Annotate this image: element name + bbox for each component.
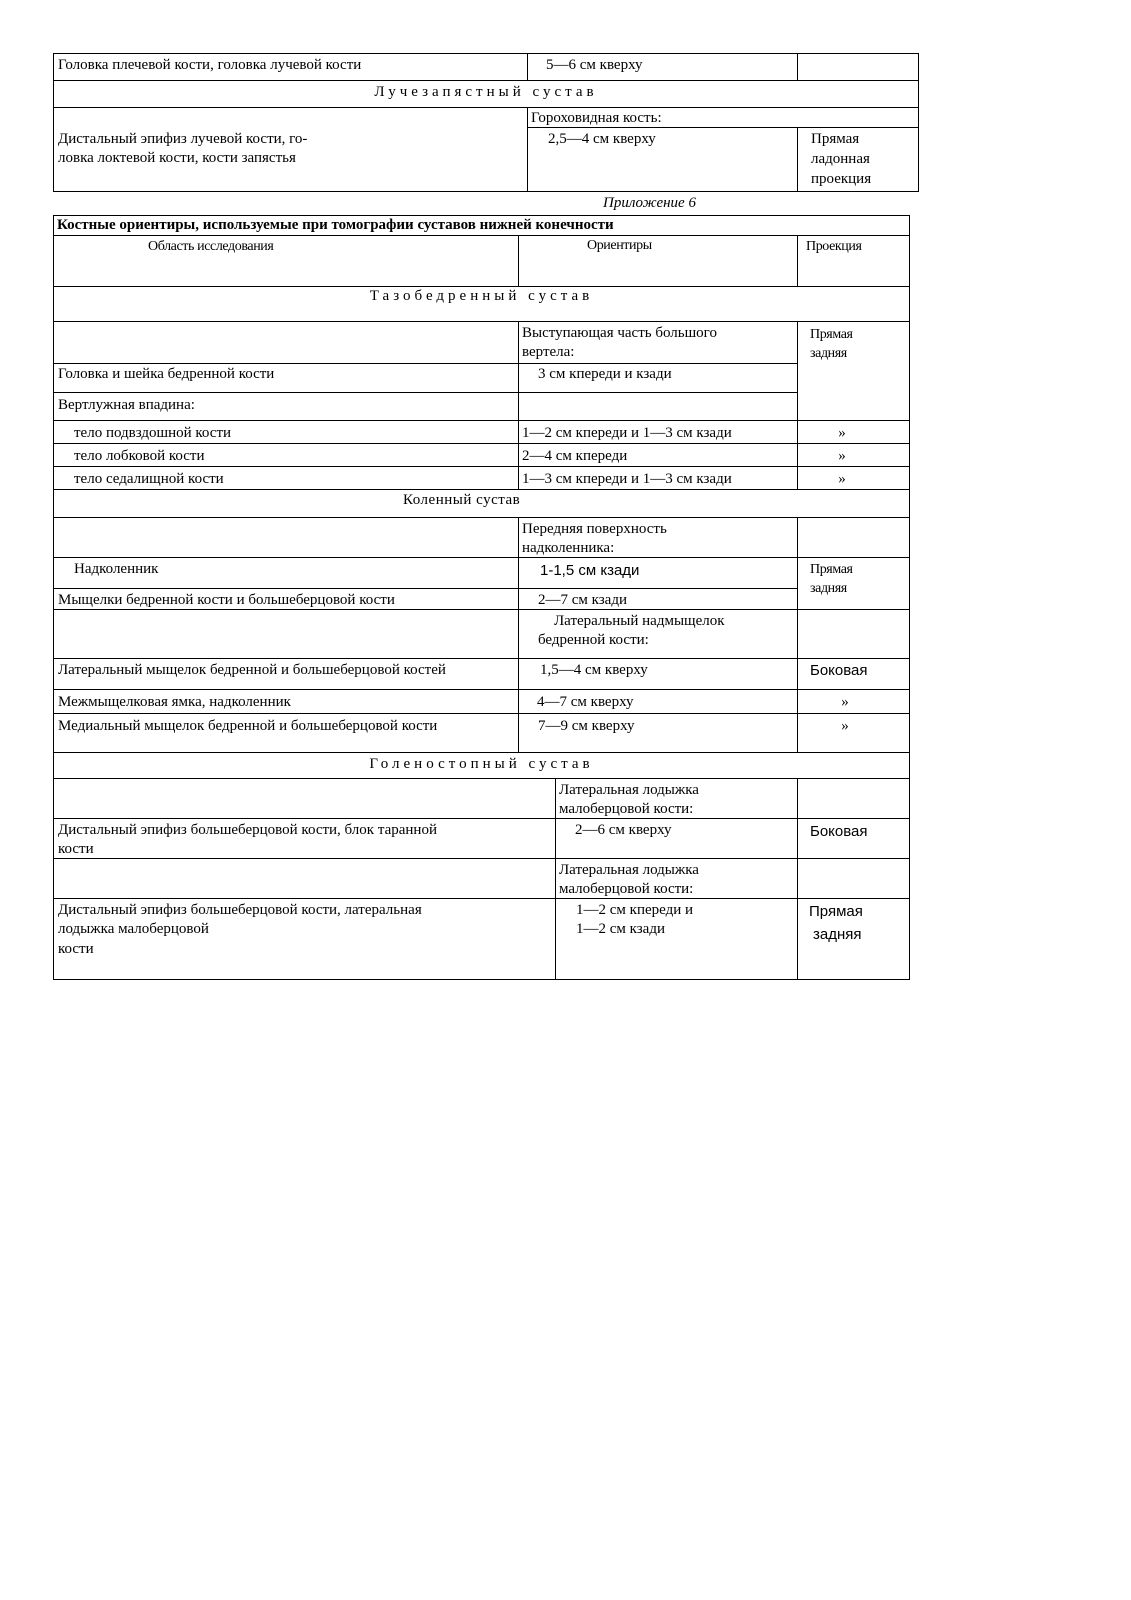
top-col-divider-4 [797, 127, 798, 192]
hip-row-divider-3 [53, 420, 910, 421]
header-area: Область исследования [148, 239, 274, 254]
top-row-divider [53, 80, 919, 81]
landmark-cell: 2—7 см кзади [538, 592, 627, 608]
hip-bottom-divider [53, 489, 910, 490]
knee-row-divider-6 [53, 713, 910, 714]
area-cell: Дистальный эпифиз большеберцовой кости, латеральная [58, 902, 422, 918]
projection-cell: задняя [810, 346, 847, 361]
header-projection: Проекция [806, 239, 862, 254]
knee-col-divider-1 [518, 517, 519, 752]
landmark-header: Гороховидная кость: [531, 110, 662, 126]
section-title-knee-text: Коленный сустав [403, 492, 521, 508]
ankle-col-divider-1 [555, 778, 556, 980]
table-title: Костные ориентиры, используемые при томографии суставов нижней конечности [57, 217, 614, 233]
area-cell: Медиальный мыщелок бедренной и большеберцовой кости [58, 718, 438, 734]
knee-row-divider-1 [53, 557, 910, 558]
landmark-cell: 7—9 см кверху [538, 718, 635, 734]
section-title-ankle: Голеностопный сустав [369, 756, 594, 772]
landmark-cell: малоберцовой кости: [559, 801, 694, 817]
landmark-cell: вертела: [522, 344, 575, 360]
hip-col-divider-1 [518, 321, 519, 489]
area-cell: Головка плечевой кости, головка лучевой кости [58, 57, 362, 73]
projection-cell: » [841, 694, 849, 710]
projection-cell: » [838, 471, 846, 487]
section-title-knee [403, 491, 563, 510]
landmark-cell: Латеральный надмыщелок [554, 613, 725, 629]
landmark-cell: Передняя поверхность [522, 521, 667, 537]
landmark-cell: 1—3 см кпереди и 1—3 см кзади [522, 471, 732, 487]
landmark-cell: 3 см кпереди и кзади [538, 366, 672, 382]
projection-cell: » [841, 718, 849, 734]
area-cell: лодыжка малоберцовой [58, 921, 209, 937]
section-title: Лучезапястный сустав [374, 84, 598, 100]
landmark-cell: 1,5—4 см кверху [540, 662, 648, 678]
area-cell: Межмыщелковая ямка, надколенник [58, 694, 291, 710]
landmark-cell: 1—2 см кпереди и 1—3 см кзади [522, 425, 732, 441]
area-cell: Дистальный эпифиз большеберцовой кости, блок таранной [58, 822, 437, 838]
top-col-divider-1 [527, 53, 528, 80]
area-cell: Мыщелки бедренной кости и большеберцовой кости [58, 592, 395, 608]
landmark-cell: 1-1,5 см кзади [540, 562, 640, 579]
hip-row-divider-5 [53, 466, 910, 467]
area-cell: кости [58, 841, 94, 857]
area-cell: Надколенник [74, 561, 159, 577]
landmark-cell: 2—6 см кверху [575, 822, 672, 838]
section-title-hip: Тазобедренный сустав [369, 288, 594, 304]
landmark-cell: Латеральная лодыжка [559, 862, 699, 878]
top-col-divider-2 [797, 53, 798, 80]
landmark-cell: 1—2 см кзади [576, 921, 665, 937]
area-cell: тело лобковой кости [74, 448, 205, 464]
projection-cell: » [838, 448, 846, 464]
hip-row-divider-2 [53, 392, 797, 393]
landmark-cell: малоберцовой кости: [559, 881, 694, 897]
knee-col-divider-2 [797, 517, 798, 752]
header-col-divider-1 [518, 235, 519, 286]
projection-cell: Прямая [810, 327, 853, 342]
ankle-row-divider-3 [53, 898, 910, 899]
header-col-divider-2 [797, 235, 798, 286]
projection-cell: Прямая [811, 131, 860, 147]
projection-cell: ладонная [811, 151, 870, 167]
knee-row-divider-3 [53, 609, 910, 610]
knee-row-divider-5 [53, 689, 910, 690]
landmark-cell: 2,5—4 см кверху [548, 131, 656, 147]
projection-cell: Боковая [810, 662, 868, 679]
hip-row-divider-4 [53, 443, 910, 444]
hip-row-divider-1 [53, 363, 797, 364]
knee-bottom-divider [53, 752, 910, 753]
landmark-cell: Латеральная лодыжка [559, 782, 699, 798]
projection-cell: » [838, 425, 846, 441]
area-cell: Вертлужная впадина: [58, 397, 195, 413]
area-cell: Латеральный мыщелок бедренной и большеберцовой костей [58, 662, 446, 678]
ankle-col-divider-2 [797, 778, 798, 980]
ankle-row-divider-1 [53, 818, 910, 819]
landmark-cell: Выступающая часть большого [522, 325, 717, 341]
appendix-label: Приложение 6 [603, 195, 696, 211]
ankle-row-divider-2 [53, 858, 910, 859]
knee-row-divider-4 [53, 658, 910, 659]
area-cell: тело седалищной кости [74, 471, 224, 487]
hip-section-divider [53, 321, 910, 322]
title-divider [53, 235, 910, 236]
area-cell: кости [58, 941, 94, 957]
projection-cell: проекция [811, 171, 872, 187]
top-col-divider-3 [527, 107, 528, 192]
landmark-cell: 1—2 см кпереди и [576, 902, 694, 918]
projection-cell: Боковая [810, 823, 868, 840]
projection-cell: Прямая [809, 903, 863, 920]
area-cell: ловка локтевой кости, кости запястья [58, 150, 296, 166]
area-cell: Головка и шейка бедренной кости [58, 366, 275, 382]
landmark-cell: 2—4 см кпереди [522, 448, 628, 464]
knee-row-divider-2 [53, 588, 797, 589]
landmark-cell: надколенника: [522, 540, 615, 556]
knee-section-divider [53, 517, 910, 518]
top-section-divider [53, 107, 919, 108]
landmark-cell: 4—7 см кверху [537, 694, 634, 710]
area-cell: тело подвздошной кости [74, 425, 232, 441]
header-landmarks: Ориентиры [587, 238, 652, 253]
area-cell: Дистальный эпифиз лучевой кости, го- [58, 131, 308, 147]
projection-cell: задняя [810, 581, 847, 596]
landmark-cell: 5—6 см кверху [546, 57, 643, 73]
projection-cell: задняя [813, 926, 862, 943]
ankle-section-divider [53, 778, 910, 779]
projection-cell: Прямая [810, 562, 853, 577]
landmark-cell: бедренной кости: [538, 632, 649, 648]
